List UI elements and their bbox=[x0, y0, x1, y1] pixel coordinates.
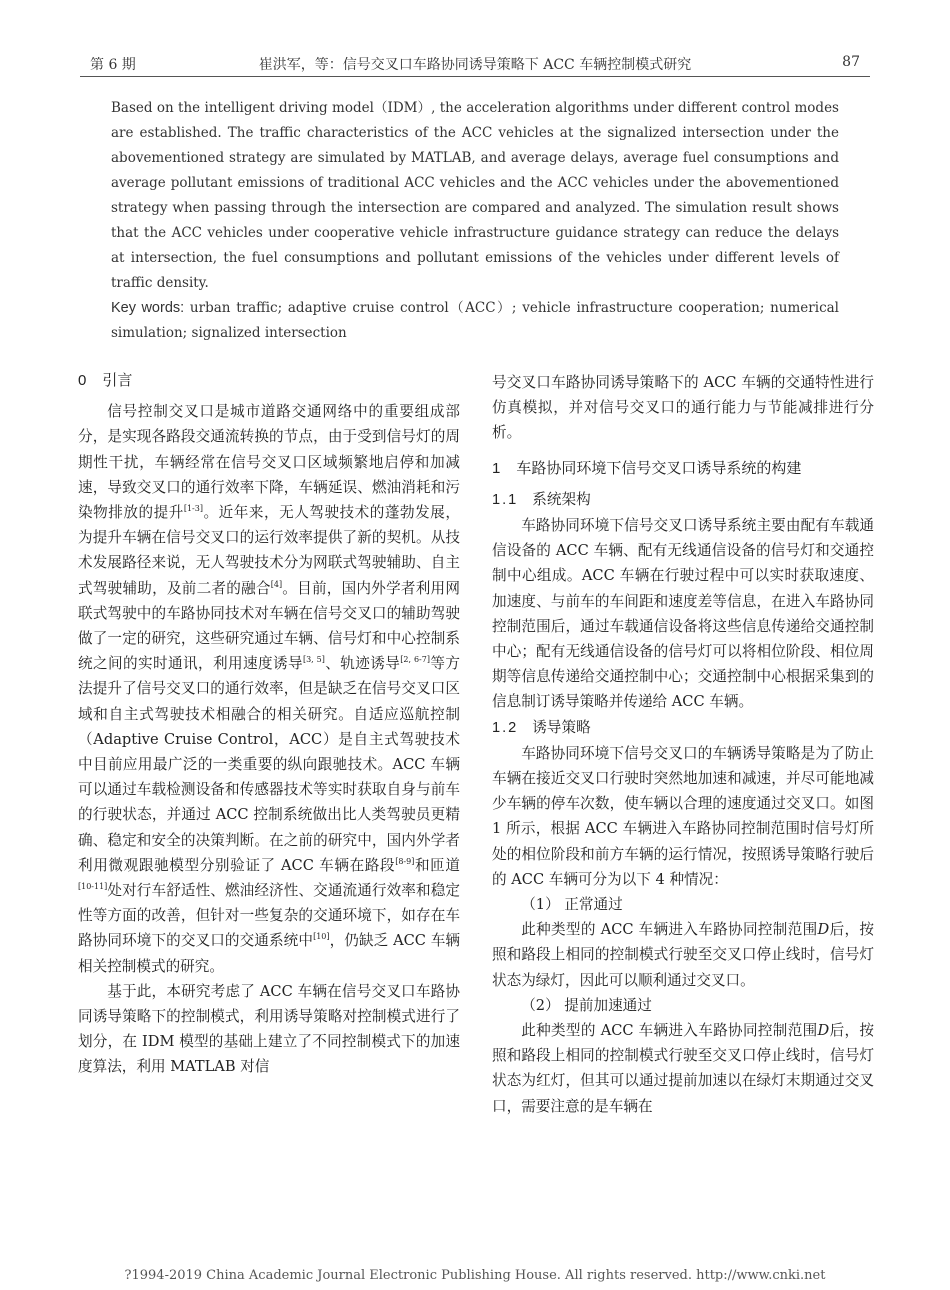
right-column bbox=[492, 370, 874, 1119]
case-heading-2: （2） 提前加速通过 bbox=[521, 996, 652, 1014]
section-number: 0 bbox=[78, 372, 87, 389]
variable-d: D bbox=[817, 921, 830, 939]
section-heading-intro bbox=[78, 368, 460, 393]
citation: [3, 5] bbox=[302, 655, 325, 665]
citation: [4] bbox=[270, 579, 283, 589]
abstract-text: Based on the intelligent driving model（IDM）, the acceleration algorithms under different control modes are established. The traffic characteristics of the ACC vehicles at the signalized intersection under the abovementioned strategy are simulated by MATLAB, and average delays, average fuel consumptions and average pollutant emissions of traditional ACC vehicles and the ACC vehicles under the abovementioned strategy when passing through the intersection are compared and analyzed. The simulation result shows that the ACC vehicles under cooperative vehicle infrastructure guidance strategy can reduce the delays at intersection, the fuel consumptions and pollutant emissions of the vehicles under different levels of traffic density. bbox=[111, 100, 839, 291]
intro-paragraph-2: 基于此，本研究考虑了 ACC 车辆在信号交叉口车路协同诱导策略下的控制模式，利用诱导策略对控制模式进行了划分，在 IDM 模型的基础上建立了不同控制模式下的加速度算法，利用 MATLAB 对信 bbox=[78, 982, 460, 1076]
subsection-number: 1.2 bbox=[492, 719, 519, 736]
text-run: 。近年来，无人驾驶技术的蓬勃发展，为提升车辆在信号交叉口的运行效率提供了新的契机。从技术发展路径来说，无人驾驶技术分为网联式驾驶辅助、自主式驾驶辅助，及前二者的融合 bbox=[78, 504, 460, 597]
text-run: 。目前，国内外学者利用网联式驾驶中的车路协同技术对车辆在信号交叉口的辅助驾驶做了一定的研究，这些研究通过车辆、信号灯和中心控制系统之间的实时通讯，利用速度诱导 bbox=[78, 579, 460, 673]
citation: [10] bbox=[313, 932, 330, 942]
keywords-label: Key words: bbox=[111, 300, 185, 316]
text-run: 处对行车舒适性、燃油经济性、交通流通行效率和稳定性等方面的改善，但针对一些复杂的交通环境下，如存在车路协同环境下的交叉口的交通系统中 bbox=[78, 882, 460, 950]
issue-number: 第 6 期 bbox=[90, 57, 136, 73]
english-abstract bbox=[111, 96, 839, 346]
text-run: 此种类型的 ACC 车辆进入车路协同控制范围 bbox=[521, 921, 818, 939]
subsection-heading-1-1 bbox=[492, 487, 874, 513]
running-header bbox=[80, 54, 870, 77]
subsection-number: 1.1 bbox=[492, 491, 519, 508]
left-column bbox=[78, 368, 460, 1080]
text-run: 信号控制交叉口是城市道路交通网络中的重要组成部分，是实现各路段交通流转换的节点，由于受到信号灯的周期性干扰，车辆经常在信号交叉口区域频繁地启停和加减速，导致交叉口的通行效率下降，车辆延误、燃油消耗和污染物排放的提升 bbox=[78, 403, 460, 522]
case-paragraph-1 bbox=[492, 917, 874, 993]
page-number: 87 bbox=[842, 54, 860, 70]
subsection-heading-1-2 bbox=[492, 715, 874, 741]
text-run: 等方法提升了信号交叉口的通行效率，但是缺乏在信号交叉口区域和自主式驾驶技术相融合的相关研究。自适应巡航控制（Adaptive Cruise Control，ACC）是自主式驾驶技术中目前应用最广泛的一类重要的纵向跟驰技术。ACC 车辆可以通过车载检测设备和传感器技术等实时获取自身与前车的行驶状态，并通过 ACC 控制系统做出比人类驾驶员更精确、稳定和安全的决策判断。在之前的研究中，国内外学者利用微观跟驰模型分别验证了 ACC 车辆在路段 bbox=[78, 655, 460, 874]
variable-d: D bbox=[817, 1022, 830, 1040]
keywords-text: urban traffic; adaptive cruise control（ACC）; vehicle infrastructure cooperation; numerical simulation; signalized intersection bbox=[111, 300, 839, 341]
case-heading-1: （1） 正常通过 bbox=[521, 896, 623, 914]
citation: [10-11] bbox=[78, 882, 108, 892]
section-title: 引言 bbox=[102, 371, 133, 389]
case-paragraph-2 bbox=[492, 1018, 874, 1119]
text-run: 后，按照和路段上相同的控制模式行驶至交叉口停止线时，信号灯状态为红灯，但其可以通过提前加速以在绿灯末期通过交叉口，需要注意的是车辆在 bbox=[492, 1022, 874, 1115]
paragraph-1-1: 车路协同环境下信号交叉口诱导系统主要由配有车载通信设备的 ACC 车辆、配有无线通信设备的信号灯和交通控制中心组成。ACC 车辆在行驶过程中可以实时获取速度、加速度、与前车的车间距和速度差等信息，在进入车路协同控制范围后，通过车载通信设备将这些信息传递给交通控制中心；配有无线通信设备的信号灯可以将相位阶段、相位周期等信息传递给交通控制中心；交通控制中心根据采集到的信息制订诱导策略并传递给 ACC 车辆。 bbox=[492, 517, 874, 711]
citation: [2, 6-7] bbox=[400, 655, 430, 665]
copyright-footer: ?1994-2019 China Academic Journal Electronic Publishing House. All rights reserved. http://www.cnki.net bbox=[124, 1268, 826, 1283]
section-number: 1 bbox=[492, 459, 501, 477]
text-run: 此种类型的 ACC 车辆进入车路协同控制范围 bbox=[521, 1022, 818, 1040]
text-run: 后，按照和路段上相同的控制模式行驶至交叉口停止线时，信号灯状态为绿灯，因此可以顺利通过交叉口。 bbox=[492, 921, 874, 989]
subsection-title: 诱导策略 bbox=[532, 718, 591, 736]
text-run: 和匝道 bbox=[414, 856, 460, 874]
citation: [8-9] bbox=[395, 856, 415, 866]
text-run: ，仍缺乏 ACC 车辆相关控制模式的研究。 bbox=[78, 932, 460, 975]
continued-paragraph: 号交叉口车路协同诱导策略下的 ACC 车辆的交通特性进行仿真模拟，并对信号交叉口的通行能力与节能减排进行分析。 bbox=[492, 374, 874, 442]
section-heading-1 bbox=[492, 456, 874, 481]
paragraph-1-2: 车路协同环境下信号交叉口的车辆诱导策略是为了防止车辆在接近交叉口行驶时突然地加速和减速，并尽可能地减少车辆的停车次数，使车辆以合理的速度通过交叉口。如图 1 所示，根据 ACC 车辆进入车路协同控制范围时信号灯所处的相位阶段和前方车辆的运行情况，按照诱导策略行驶后的 ACC 车辆可分为以下 4 种情况： bbox=[492, 744, 874, 888]
subsection-title: 系统架构 bbox=[532, 490, 591, 508]
intro-paragraph-1 bbox=[78, 399, 460, 979]
keywords bbox=[111, 296, 839, 346]
section-title: 车路协同环境下信号交叉口诱导系统的构建 bbox=[516, 458, 802, 477]
text-run: 、轨迹诱导 bbox=[324, 655, 401, 673]
running-title: 崔洪军，等：信号交叉口车路协同诱导策略下 ACC 车辆控制模式研究 bbox=[258, 57, 692, 73]
citation: [1-3] bbox=[183, 504, 203, 514]
